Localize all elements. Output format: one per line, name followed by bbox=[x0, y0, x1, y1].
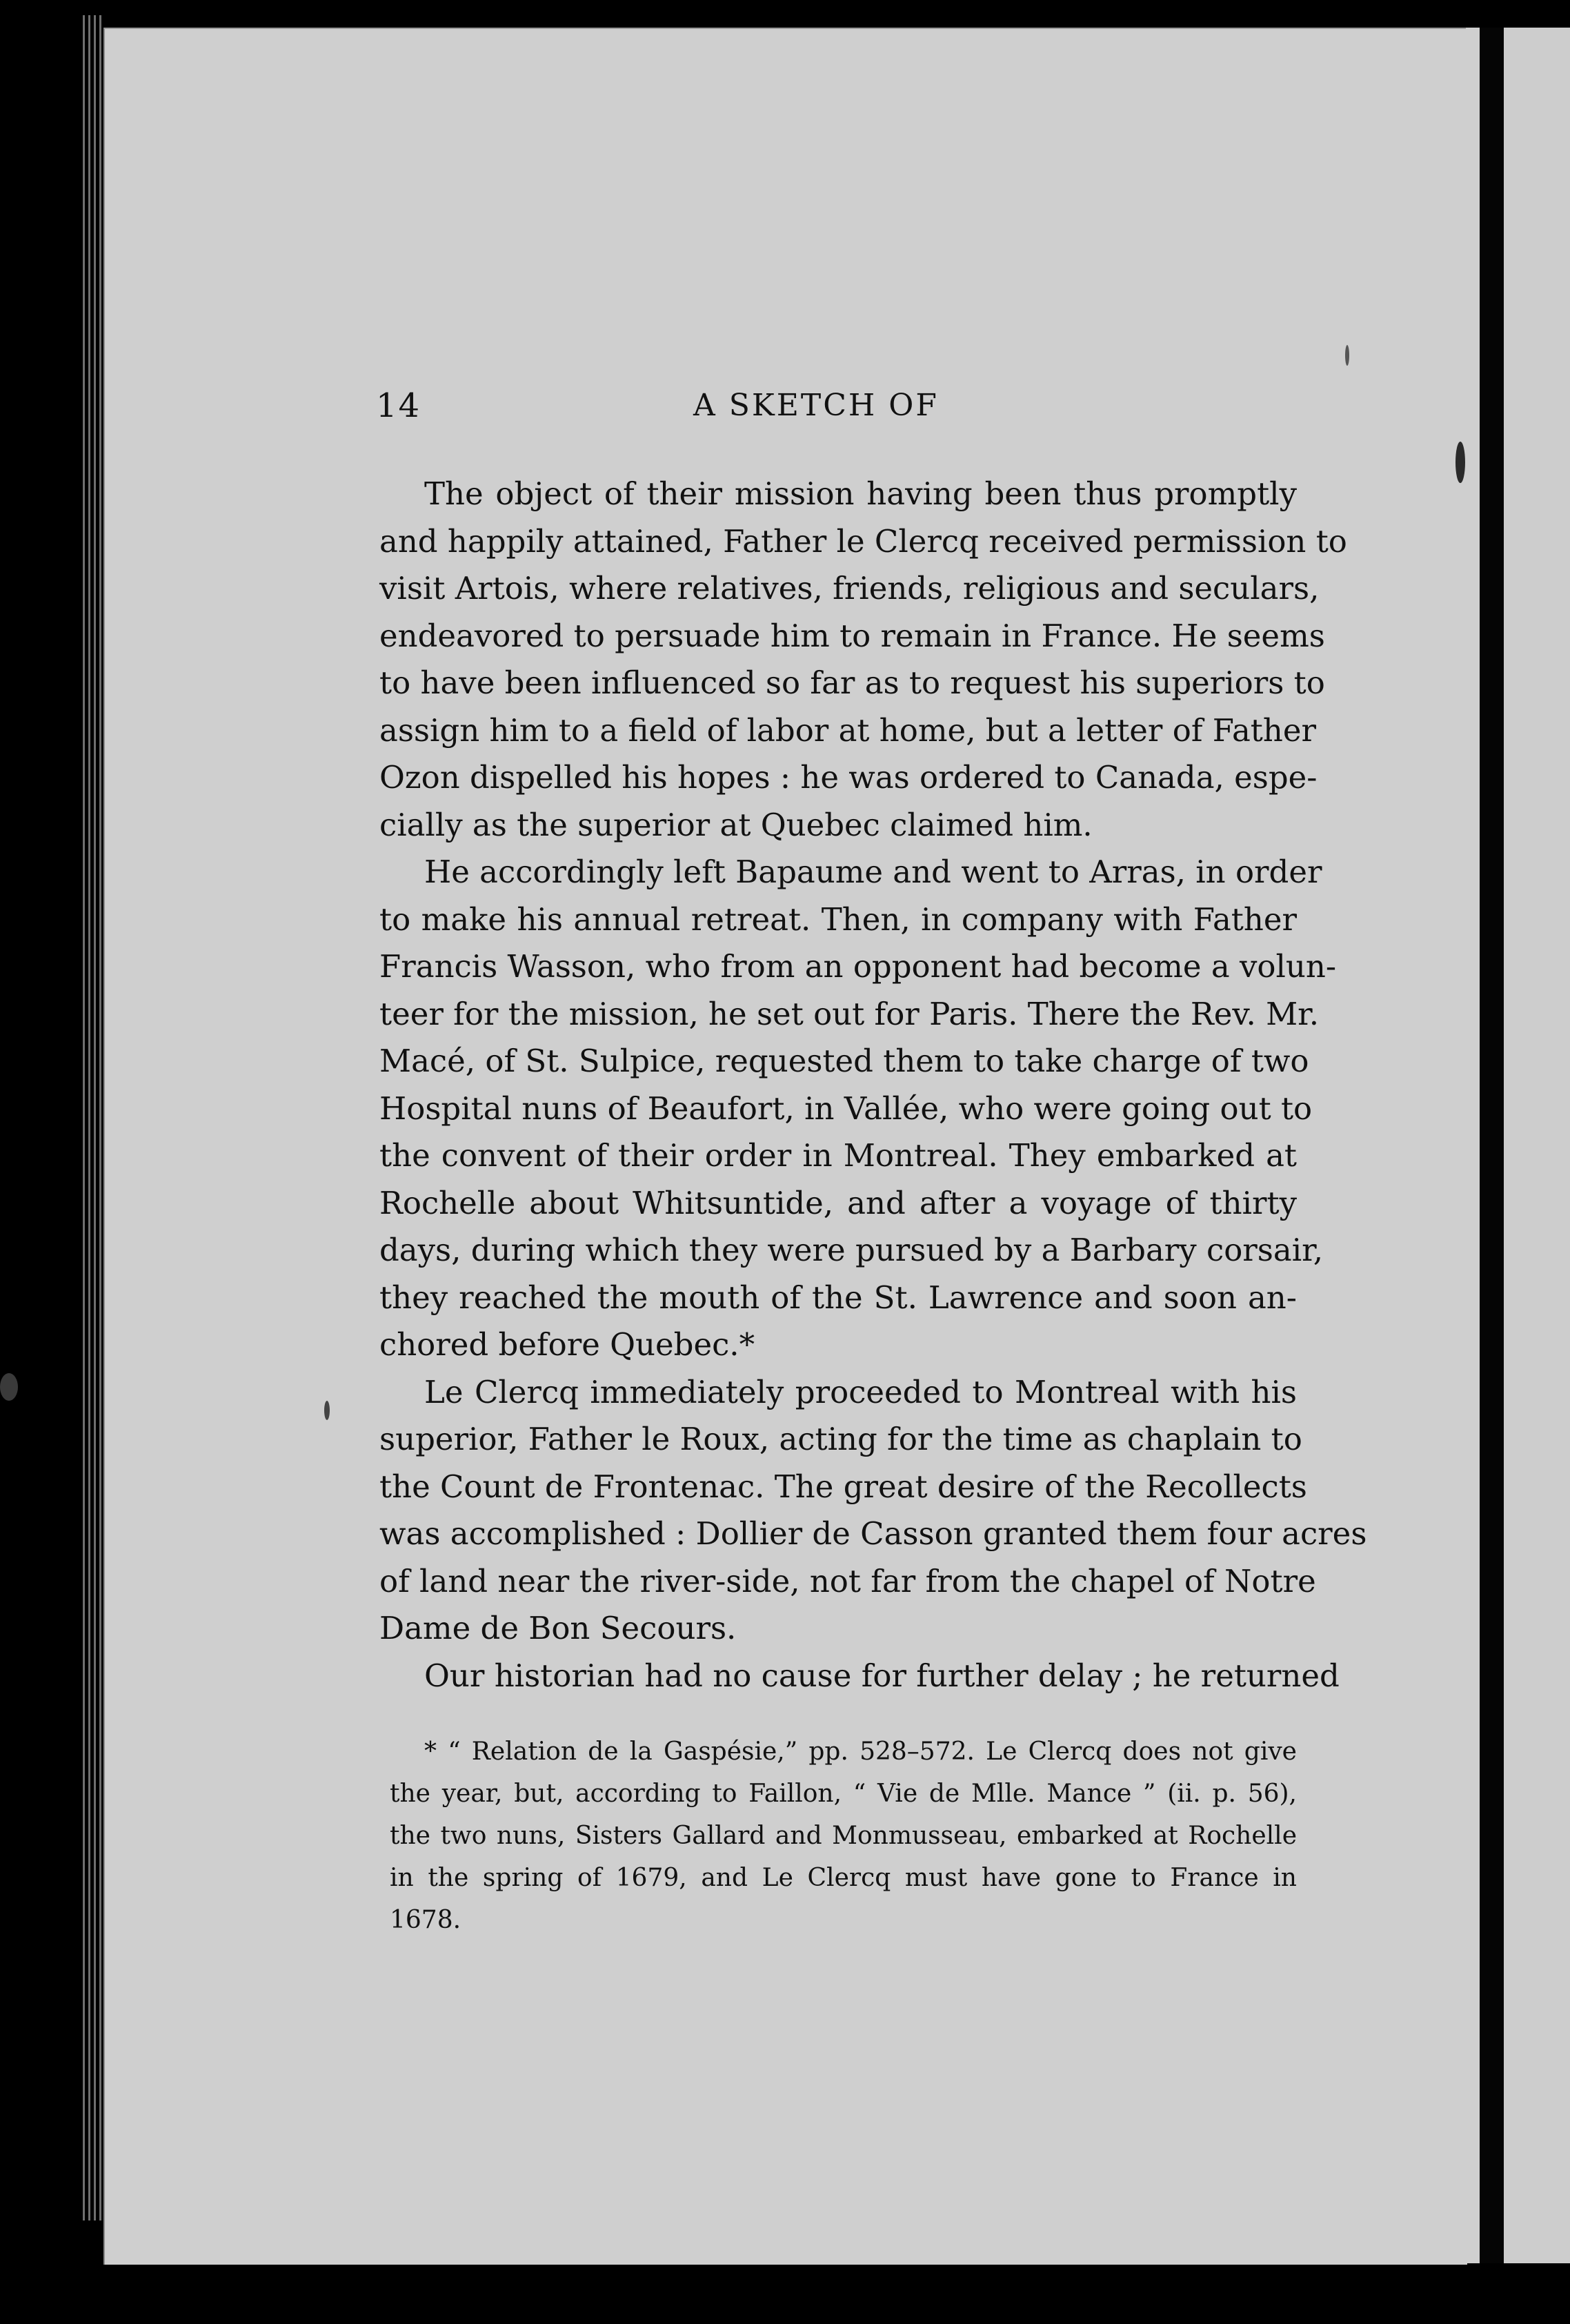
text-line: the Count de Frontenac. The great desire of the Recollects bbox=[379, 1468, 1307, 1505]
text-line: teer for the mission, he set out for Paris. There the Rev. Mr. bbox=[379, 995, 1320, 1032]
book-gutter bbox=[1480, 28, 1504, 2263]
text-line: He accordingly left Bapaume and went to Arras, in order bbox=[424, 854, 1322, 890]
text-line: chored before Quebec.* bbox=[379, 1326, 755, 1363]
text-line: Ozon dispelled his hopes : he was ordered to Canada, espe- bbox=[379, 759, 1318, 796]
footnote-line: 1678. bbox=[390, 1906, 461, 1934]
text-line: of land near the river-side, not far from the chapel of Notre bbox=[379, 1562, 1316, 1599]
text-line: cially as the superior at Quebec claimed him. bbox=[379, 806, 1093, 843]
text-line: assign him to a field of labor at home, but a letter of Father bbox=[379, 711, 1316, 749]
footnote bbox=[390, 1731, 1297, 1941]
scan-speck bbox=[1345, 345, 1349, 366]
text-line: was accomplished : Dollier de Casson granted them four acres bbox=[379, 1515, 1367, 1552]
text-line: Hospital nuns of Beaufort, in Vallée, who were going out to bbox=[379, 1090, 1313, 1127]
text-line: to have been influenced so far as to request his superiors to bbox=[379, 664, 1325, 701]
text-line: endeavored to persuade him to remain in France. He seems bbox=[379, 617, 1325, 654]
text-line: and happily attained, Father le Clercq received permission to bbox=[379, 522, 1347, 560]
body-text bbox=[379, 471, 1367, 1700]
text-line: Macé, of St. Sulpice, requested them to take charge of two bbox=[379, 1043, 1309, 1079]
page-margin-strip bbox=[1466, 28, 1480, 2263]
scan-speck bbox=[0, 1373, 18, 1401]
text-line: Our historian had no cause for further delay ; he returned bbox=[424, 1657, 1340, 1694]
text-line: the convent of their order in Montreal. They embarked at bbox=[379, 1137, 1297, 1174]
text-line: superior, Father le Roux, acting for the time as chaplain to bbox=[379, 1421, 1302, 1457]
page-number: 14 bbox=[376, 386, 421, 425]
text-line: Dame de Bon Secours. bbox=[379, 1610, 737, 1646]
page-edge bbox=[88, 15, 90, 2220]
scan-speck bbox=[324, 1401, 330, 1420]
text-line: days, during which they were pursued by a Barbary corsair, bbox=[379, 1232, 1323, 1268]
page-edge bbox=[99, 15, 101, 2220]
footnote-line: in the spring of 1679, and Le Clercq must have gone to France in bbox=[390, 1864, 1297, 1892]
text-line: The object of their mission having been thus promptly bbox=[424, 475, 1297, 512]
text-line: Rochelle about Whitsuntide, and after a voyage of thirty bbox=[379, 1184, 1297, 1221]
footnote-line: * “ Relation de la Gaspésie,” pp. 528–572. Le Clercq does not give bbox=[424, 1737, 1297, 1766]
running-head bbox=[376, 386, 1300, 442]
text-line: Francis Wasson, who from an opponent had become a volun- bbox=[379, 948, 1337, 985]
page-edge bbox=[83, 15, 85, 2220]
text-line: to make his annual retreat. Then, in company with Father bbox=[379, 900, 1297, 938]
text-line: Le Clercq immediately proceeded to Montreal with his bbox=[424, 1373, 1297, 1410]
footnote-line: the year, but, according to Faillon, “ Vie de Mlle. Mance ” (ii. p. 56), bbox=[390, 1780, 1297, 1808]
page-edge bbox=[94, 15, 96, 2220]
text-line: they reached the mouth of the St. Lawrence and soon an- bbox=[379, 1279, 1297, 1316]
text-line: visit Artois, where relatives, friends, religious and seculars, bbox=[379, 570, 1320, 607]
facing-page-edge bbox=[1504, 28, 1570, 2263]
scan-speck bbox=[1455, 442, 1465, 483]
running-title: A SKETCH OF bbox=[693, 388, 939, 423]
footnote-line: the two nuns, Sisters Gallard and Monmusseau, embarked at Rochelle bbox=[390, 1822, 1297, 1850]
